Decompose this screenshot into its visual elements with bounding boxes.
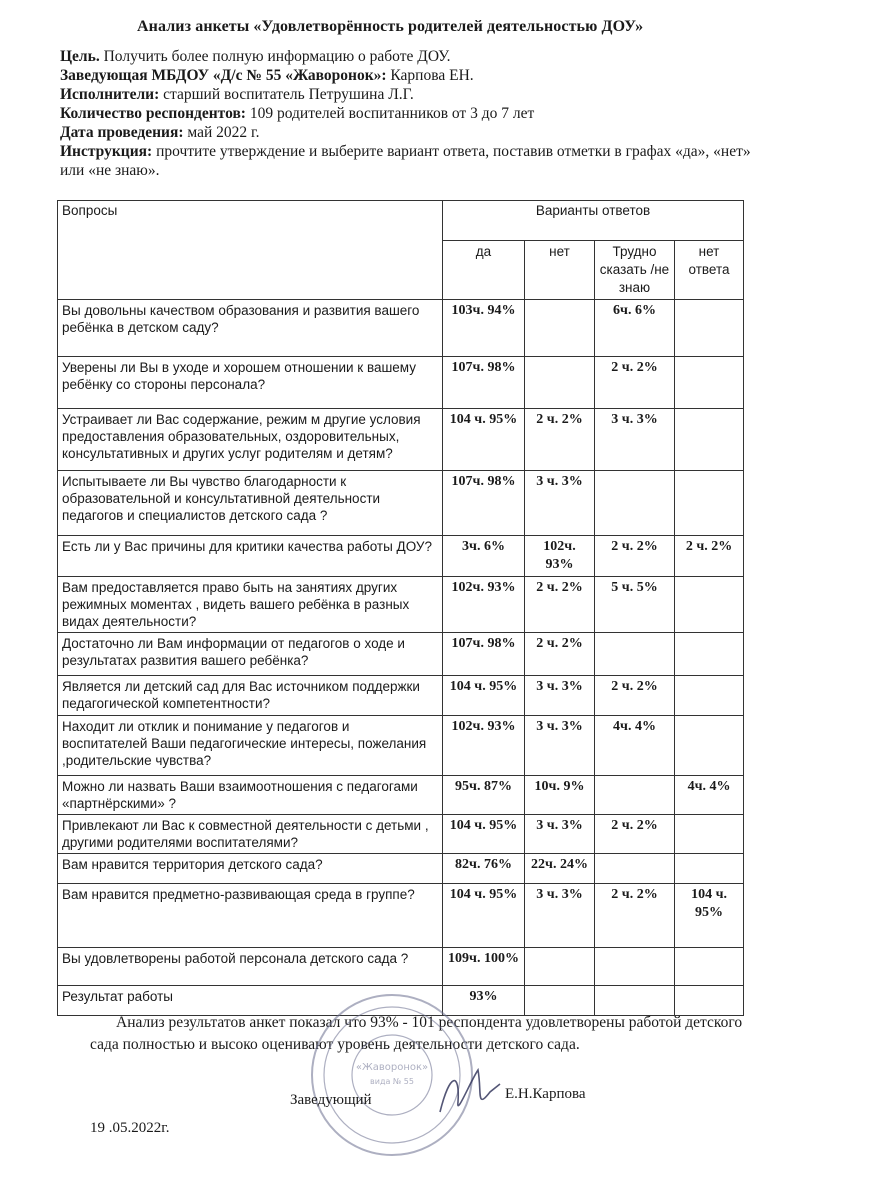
table-row xyxy=(58,716,744,776)
stamp-inner-text: «Жаворонок» xyxy=(355,1062,429,1073)
signature-position: Заведующий xyxy=(290,1092,372,1108)
table-row xyxy=(58,884,744,948)
answer-hard-cell xyxy=(595,854,675,884)
answer-no-cell: 2 ч. 2% xyxy=(525,577,595,633)
answer-noanswer-cell xyxy=(675,854,744,884)
answer-hard-cell: 2 ч. 2% xyxy=(595,676,675,716)
question-cell: Является ли детский сад для Вас источником поддержки педагогической компетентности? xyxy=(58,676,443,716)
goal-text: Получить более полную информацию о работе ДОУ. xyxy=(99,48,451,65)
respondents-text: 109 родителей воспитанников от 3 до 7 лет xyxy=(245,105,535,122)
instruction-label: Инструкция: xyxy=(60,143,153,160)
answer-noanswer-cell xyxy=(675,633,744,676)
question-cell: Уверены ли Вы в уходе и хорошем отношении к вашему ребёнку со стороны персонала? xyxy=(58,357,443,409)
table-row xyxy=(58,815,744,854)
question-cell: Привлекают ли Вас к совместной деятельности с детьми , другими родителями воспитателями? xyxy=(58,815,443,854)
document-meta xyxy=(60,47,760,180)
answer-noanswer-cell xyxy=(675,676,744,716)
table-row xyxy=(58,776,744,815)
table-row xyxy=(58,409,744,471)
answer-hard-cell: 2 ч. 2% xyxy=(595,884,675,948)
answer-noanswer-cell xyxy=(675,409,744,471)
answer-yes-cell: 104 ч. 95% xyxy=(443,884,525,948)
answer-no-cell xyxy=(525,986,595,1016)
answer-no-cell: 2 ч. 2% xyxy=(525,633,595,676)
conclusion-text: Анализ результатов анкет показал что 93% - 101 респондента удовлетворены работой детского сада полностью и высоко оценивают уровень деятельности детского сада. xyxy=(90,1014,743,1053)
subheader-hard: Трудно сказать /не знаю xyxy=(595,241,675,300)
answer-noanswer-cell xyxy=(675,948,744,986)
answer-no-cell: 3 ч. 3% xyxy=(525,676,595,716)
answer-yes-cell: 103ч. 94% xyxy=(443,300,525,357)
head-label: Заведующая МБДОУ «Д/с № 55 «Жаворонок»: xyxy=(60,67,387,84)
executors-text: старший воспитатель Петрушина Л.Г. xyxy=(159,86,414,103)
subheader-noanswer: нет ответа xyxy=(675,241,744,300)
table-row xyxy=(58,357,744,409)
date-text: май 2022 г. xyxy=(183,124,260,141)
table-row xyxy=(58,536,744,577)
instruction-line xyxy=(60,142,760,180)
question-cell: Можно ли назвать Ваши взаимоотношения с педагогами «партнёрскими» ? xyxy=(58,776,443,815)
answer-noanswer-cell xyxy=(675,716,744,776)
answer-hard-cell xyxy=(595,633,675,676)
answer-noanswer-cell: 4ч. 4% xyxy=(675,776,744,815)
table-row xyxy=(58,676,744,716)
answer-no-cell: 2 ч. 2% xyxy=(525,409,595,471)
answer-noanswer-cell xyxy=(675,577,744,633)
respondents-label: Количество респондентов: xyxy=(60,105,246,122)
answer-noanswer-cell: 104 ч. 95% xyxy=(675,884,744,948)
question-cell: Есть ли у Вас причины для критики качества работы ДОУ? xyxy=(58,536,443,577)
answer-hard-cell: 6ч. 6% xyxy=(595,300,675,357)
subheader-yes: да xyxy=(443,241,525,300)
table-row xyxy=(58,854,744,884)
respondents-line xyxy=(60,104,760,123)
head-line xyxy=(60,66,760,85)
header-questions: Вопросы xyxy=(58,201,443,300)
answer-yes-cell: 102ч. 93% xyxy=(443,716,525,776)
answer-yes-cell: 102ч. 93% xyxy=(443,577,525,633)
answer-no-cell xyxy=(525,357,595,409)
table-row xyxy=(58,471,744,536)
answer-noanswer-cell xyxy=(675,300,744,357)
instruction-text: прочтите утверждение и выберите вариант ответа, поставив отметки в графах «да», «нет» или «не знаю». xyxy=(60,143,751,179)
question-cell: Результат работы xyxy=(58,986,443,1016)
answer-yes-cell: 107ч. 98% xyxy=(443,357,525,409)
answer-yes-cell: 109ч. 100% xyxy=(443,948,525,986)
executors-line xyxy=(60,85,760,104)
answer-yes-cell: 104 ч. 95% xyxy=(443,676,525,716)
answer-noanswer-cell xyxy=(675,357,744,409)
question-cell: Вам нравится территория детского сада? xyxy=(58,854,443,884)
date-line xyxy=(60,123,760,142)
table-row xyxy=(58,948,744,986)
answer-no-cell xyxy=(525,300,595,357)
question-cell: Испытываете ли Вы чувство благодарности к образовательной и консультативной деятельности педагогов и специалистов детского сада ? xyxy=(58,471,443,536)
question-cell: Вам нравится предметно-развивающая среда в группе? xyxy=(58,884,443,948)
answer-noanswer-cell xyxy=(675,815,744,854)
question-cell: Вам предоставляется право быть на занятиях других режимных моментах , видеть вашего ребёнка в разных видах деятельности? xyxy=(58,577,443,633)
answer-no-cell xyxy=(525,948,595,986)
subheader-no: нет xyxy=(525,241,595,300)
answer-no-cell: 10ч. 9% xyxy=(525,776,595,815)
goal-label: Цель. xyxy=(60,48,100,65)
question-cell: Устраивает ли Вас содержание, режим м другие условия предоставления образовательных, оздоровительных, консультативных и других услуг родителям и детям? xyxy=(58,409,443,471)
question-cell: Вы удовлетворены работой персонала детского сада ? xyxy=(58,948,443,986)
answer-yes-cell: 95ч. 87% xyxy=(443,776,525,815)
goal-line xyxy=(60,47,760,66)
answer-yes-cell: 82ч. 76% xyxy=(443,854,525,884)
answer-hard-cell: 4ч. 4% xyxy=(595,716,675,776)
document-title: Анализ анкеты «Удовлетворённость родителей деятельностью ДОУ» xyxy=(137,18,644,35)
signature-name: Е.Н.Карпова xyxy=(505,1086,586,1102)
question-cell: Находит ли отклик и понимание у педагогов и воспитателей Ваши педагогические интересы, пожелания ,родительские чувства? xyxy=(58,716,443,776)
handwritten-signature xyxy=(430,1062,510,1122)
table-row xyxy=(58,633,744,676)
answer-yes-cell: 107ч. 98% xyxy=(443,471,525,536)
question-cell: Достаточно ли Вам информации от педагогов о ходе и результатах развития вашего ребёнка? xyxy=(58,633,443,676)
answer-hard-cell xyxy=(595,471,675,536)
answer-hard-cell: 3 ч. 3% xyxy=(595,409,675,471)
answer-hard-cell xyxy=(595,986,675,1016)
date-label: Дата проведения: xyxy=(60,124,184,141)
answer-no-cell: 22ч. 24% xyxy=(525,854,595,884)
answer-hard-cell xyxy=(595,776,675,815)
head-text: Карпова ЕН. xyxy=(386,67,474,84)
answer-yes-cell: 104 ч. 95% xyxy=(443,815,525,854)
answer-noanswer-cell: 2 ч. 2% xyxy=(675,536,744,577)
stamp-number-text: вида № 55 xyxy=(370,1077,414,1086)
answer-hard-cell: 2 ч. 2% xyxy=(595,536,675,577)
answer-yes-cell: 93% xyxy=(443,986,525,1016)
answer-yes-cell: 3ч. 6% xyxy=(443,536,525,577)
document-date: 19 .05.2022г. xyxy=(90,1120,170,1136)
answer-no-cell: 3 ч. 3% xyxy=(525,471,595,536)
question-cell: Вы довольны качеством образования и развития вашего ребёнка в детском саду? xyxy=(58,300,443,357)
answer-yes-cell: 104 ч. 95% xyxy=(443,409,525,471)
survey-table xyxy=(57,200,744,1016)
answer-no-cell: 3 ч. 3% xyxy=(525,716,595,776)
answer-noanswer-cell xyxy=(675,986,744,1016)
answer-no-cell: 3 ч. 3% xyxy=(525,884,595,948)
answer-hard-cell: 2 ч. 2% xyxy=(595,357,675,409)
answer-yes-cell: 107ч. 98% xyxy=(443,633,525,676)
answer-no-cell: 102ч. 93% xyxy=(525,536,595,577)
executors-label: Исполнители: xyxy=(60,86,160,103)
answer-no-cell: 3 ч. 3% xyxy=(525,815,595,854)
answer-noanswer-cell xyxy=(675,471,744,536)
answer-hard-cell xyxy=(595,948,675,986)
answer-hard-cell: 2 ч. 2% xyxy=(595,815,675,854)
table-row xyxy=(58,300,744,357)
header-variants: Варианты ответов xyxy=(443,201,744,241)
table-row xyxy=(58,577,744,633)
table-header-row xyxy=(58,201,744,241)
answer-hard-cell: 5 ч. 5% xyxy=(595,577,675,633)
